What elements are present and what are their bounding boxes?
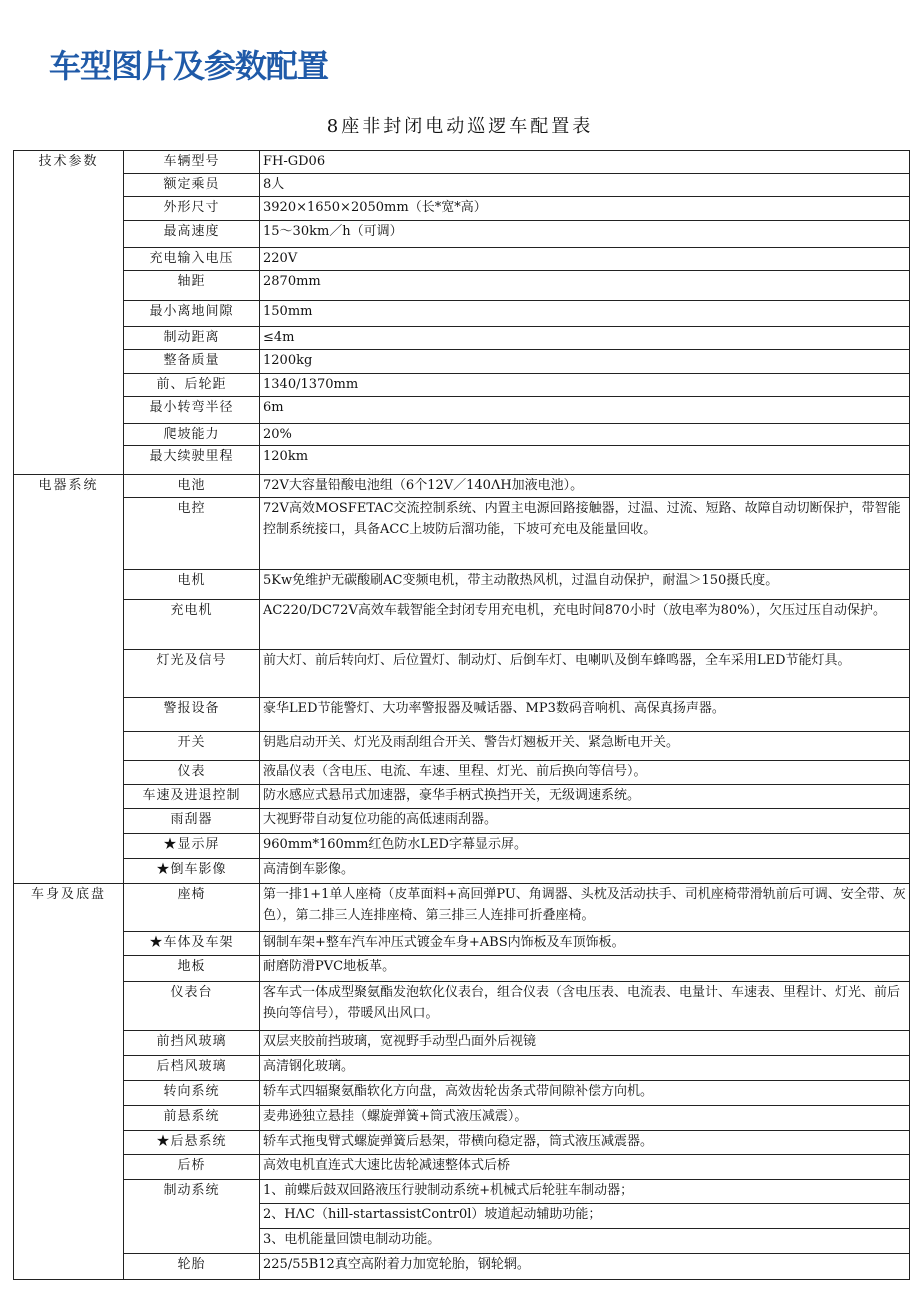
table-row bbox=[14, 475, 910, 498]
table-row bbox=[14, 248, 910, 271]
table-row bbox=[14, 1106, 910, 1131]
param-value: 20% bbox=[260, 424, 910, 446]
brake-system-line: 3、电机能量回馈电制动功能。 bbox=[260, 1229, 910, 1254]
param-label: 后桥 bbox=[124, 1155, 260, 1180]
param-label: 制动距离 bbox=[124, 327, 260, 350]
param-label: ★倒车影像 bbox=[124, 859, 260, 884]
param-value: 120km bbox=[260, 446, 910, 475]
param-label: 前、后轮距 bbox=[124, 374, 260, 397]
table-row bbox=[14, 1155, 910, 1180]
param-label: 充电输入电压 bbox=[124, 248, 260, 271]
param-value: ≤4m bbox=[260, 327, 910, 350]
param-value: 防水感应式悬吊式加速器，豪华手柄式换挡开关，无级调速系统。 bbox=[260, 785, 910, 809]
param-value: 225/55B12真空高附着力加宽轮胎，钢轮辋。 bbox=[260, 1254, 910, 1280]
param-label: 额定乘员 bbox=[124, 174, 260, 197]
brake-system-line: 2、HΛC（hill-startassistContr0l）坡道起动辅助功能； bbox=[260, 1204, 910, 1229]
brake-system-line: 1、前蝶后鼓双回路液压行驶制动系统+机械式后轮驻车制动器； bbox=[260, 1180, 910, 1204]
param-label: 后档风玻璃 bbox=[124, 1056, 260, 1081]
param-value: 第一排1+1单人座椅（皮革面料+高回弹PU、角调器、头枕及活动扶手、司机座椅带滑轨前后可调、安全带、灰色），第二排三人连排座椅、第三排三人连排可折叠座椅。 bbox=[260, 884, 910, 932]
brake-system-label: 制动系统 bbox=[124, 1180, 260, 1254]
table-row bbox=[14, 761, 910, 785]
param-value: 高清钢化玻璃。 bbox=[260, 1056, 910, 1081]
param-value: 钢制车架+整车汽车冲压式镀金车身+ABS内饰板及车顶饰板。 bbox=[260, 932, 910, 956]
param-value: 6m bbox=[260, 397, 910, 424]
table-row bbox=[14, 1180, 910, 1204]
param-label: 最小转弯半径 bbox=[124, 397, 260, 424]
table-row bbox=[14, 221, 910, 248]
param-label: 最小离地间隙 bbox=[124, 301, 260, 327]
param-label: 仪表 bbox=[124, 761, 260, 785]
param-label: 灯光及信号 bbox=[124, 650, 260, 698]
table-row bbox=[14, 397, 910, 424]
param-value: 220V bbox=[260, 248, 910, 271]
param-label: 座椅 bbox=[124, 884, 260, 932]
param-label: ★后悬系统 bbox=[124, 1131, 260, 1155]
table-row bbox=[14, 932, 910, 956]
param-value: 钥匙启动开关、灯光及雨刮组合开关、警告灯翘板开关、紧急断电开关。 bbox=[260, 732, 910, 761]
table-row bbox=[14, 809, 910, 834]
param-value: 960mm*160mm红色防水LED字幕显示屏。 bbox=[260, 834, 910, 859]
param-value: 3920×1650×2050mm（长*宽*高） bbox=[260, 197, 910, 221]
table-row bbox=[14, 350, 910, 374]
table-row bbox=[14, 884, 910, 932]
table-row bbox=[14, 374, 910, 397]
param-label: 前挡风玻璃 bbox=[124, 1031, 260, 1056]
param-value: 轿车式拖曳臂式螺旋弹簧后悬架，带横向稳定器，筒式液压减震器。 bbox=[260, 1131, 910, 1155]
table-row bbox=[14, 197, 910, 221]
param-label: ★车体及车架 bbox=[124, 932, 260, 956]
param-label: ★显示屏 bbox=[124, 834, 260, 859]
param-value: 150mm bbox=[260, 301, 910, 327]
param-value: 豪华LED节能警灯、大功率警报器及喊话器、MP3数码音响机、高保真扬声器。 bbox=[260, 698, 910, 732]
param-value: 麦弗逊独立悬挂（螺旋弹簧+筒式液压减震）。 bbox=[260, 1106, 910, 1131]
param-label: 车辆型号 bbox=[124, 151, 260, 174]
param-value: 1200kg bbox=[260, 350, 910, 374]
page-title: 车型图片及参数配置 bbox=[49, 47, 329, 85]
param-value: AC220/DC72V高效车载智能全封闭专用充电机，充电时间870小时（放电率为80%），欠压过压自动保护。 bbox=[260, 600, 910, 650]
param-label: 转向系统 bbox=[124, 1081, 260, 1106]
param-value: 耐磨防滑PVC地板革。 bbox=[260, 956, 910, 982]
param-label: 电控 bbox=[124, 498, 260, 570]
param-label: 爬坡能力 bbox=[124, 424, 260, 446]
table-row bbox=[14, 732, 910, 761]
param-value: FH-GD06 bbox=[260, 151, 910, 174]
table-row bbox=[14, 834, 910, 859]
param-label: 最大续驶里程 bbox=[124, 446, 260, 475]
table-row bbox=[14, 301, 910, 327]
table-row bbox=[14, 174, 910, 197]
param-value: 1340/1370mm bbox=[260, 374, 910, 397]
table-row bbox=[14, 151, 910, 174]
param-value: 轿车式四辐聚氨酯软化方向盘，高效齿轮齿条式带间隙补偿方向机。 bbox=[260, 1081, 910, 1106]
table-row bbox=[14, 424, 910, 446]
param-label: 仪表台 bbox=[124, 982, 260, 1031]
param-value: 前大灯、前后转向灯、后位置灯、制动灯、后倒车灯、电喇叭及倒车蜂鸣器，全车采用LED节能灯具。 bbox=[260, 650, 910, 698]
group-label: 车身及底盘 bbox=[14, 884, 124, 1280]
param-value: 72V高效MOSFETAC交流控制系统、内置主电源回路接触器，过温、过流、短路、故障自动切断保护，带智能控制系统接口，具备ACC上坡防后溜功能，下坡可充电及能量回收。 bbox=[260, 498, 910, 570]
table-row bbox=[14, 650, 910, 698]
table-row bbox=[14, 327, 910, 350]
group-label: 电器系统 bbox=[14, 475, 124, 884]
table-row bbox=[14, 1254, 910, 1280]
table-row bbox=[14, 1031, 910, 1056]
param-label: 电池 bbox=[124, 475, 260, 498]
configuration-table bbox=[13, 150, 910, 1280]
param-label: 外形尺寸 bbox=[124, 197, 260, 221]
param-label: 开关 bbox=[124, 732, 260, 761]
table-row bbox=[14, 785, 910, 809]
param-label: 轴距 bbox=[124, 271, 260, 301]
param-value: 8人 bbox=[260, 174, 910, 197]
param-label: 车速及进退控制 bbox=[124, 785, 260, 809]
param-value: 15～30km／h（可调） bbox=[260, 221, 910, 248]
table-row bbox=[14, 446, 910, 475]
table-row bbox=[14, 859, 910, 884]
param-label: 整备质量 bbox=[124, 350, 260, 374]
table-row bbox=[14, 498, 910, 570]
table-row bbox=[14, 600, 910, 650]
param-value: 双层夹胶前挡玻璃，宽视野手动型凸面外后视镜 bbox=[260, 1031, 910, 1056]
table-title: 8座非封闭电动巡逻车配置表 bbox=[326, 116, 594, 137]
table-row bbox=[14, 698, 910, 732]
param-label: 警报设备 bbox=[124, 698, 260, 732]
param-label: 电机 bbox=[124, 570, 260, 600]
param-label: 地板 bbox=[124, 956, 260, 982]
param-value: 客车式一体成型聚氨酯发泡软化仪表台，组合仪表（含电压表、电流表、电量计、车速表、里程计、灯光、前后换向等信号），带暖风出风口。 bbox=[260, 982, 910, 1031]
param-value: 高清倒车影像。 bbox=[260, 859, 910, 884]
table-row bbox=[14, 271, 910, 301]
param-value: 2870mm bbox=[260, 271, 910, 301]
table-row bbox=[14, 1131, 910, 1155]
param-label: 前悬系统 bbox=[124, 1106, 260, 1131]
table-row bbox=[14, 1056, 910, 1081]
param-label: 充电机 bbox=[124, 600, 260, 650]
param-value: 高效电机直连式大速比齿轮减速整体式后桥 bbox=[260, 1155, 910, 1180]
param-label: 雨刮器 bbox=[124, 809, 260, 834]
group-label: 技术参数 bbox=[14, 151, 124, 475]
param-label: 轮胎 bbox=[124, 1254, 260, 1280]
param-value: 大视野带自动复位功能的高低速雨刮器。 bbox=[260, 809, 910, 834]
param-label: 最高速度 bbox=[124, 221, 260, 248]
table-row bbox=[14, 982, 910, 1031]
param-value: 72V大容量铅酸电池组（6个12V／140ΛH加液电池）。 bbox=[260, 475, 910, 498]
param-value: 5Kw免维护无碳酸刷AC变频电机，带主动散热风机，过温自动保护，耐温＞150摄氏度。 bbox=[260, 570, 910, 600]
table-row bbox=[14, 1081, 910, 1106]
param-value: 液晶仪表（含电压、电流、车速、里程、灯光、前后换向等信号）。 bbox=[260, 761, 910, 785]
table-row bbox=[14, 570, 910, 600]
table-row bbox=[14, 956, 910, 982]
